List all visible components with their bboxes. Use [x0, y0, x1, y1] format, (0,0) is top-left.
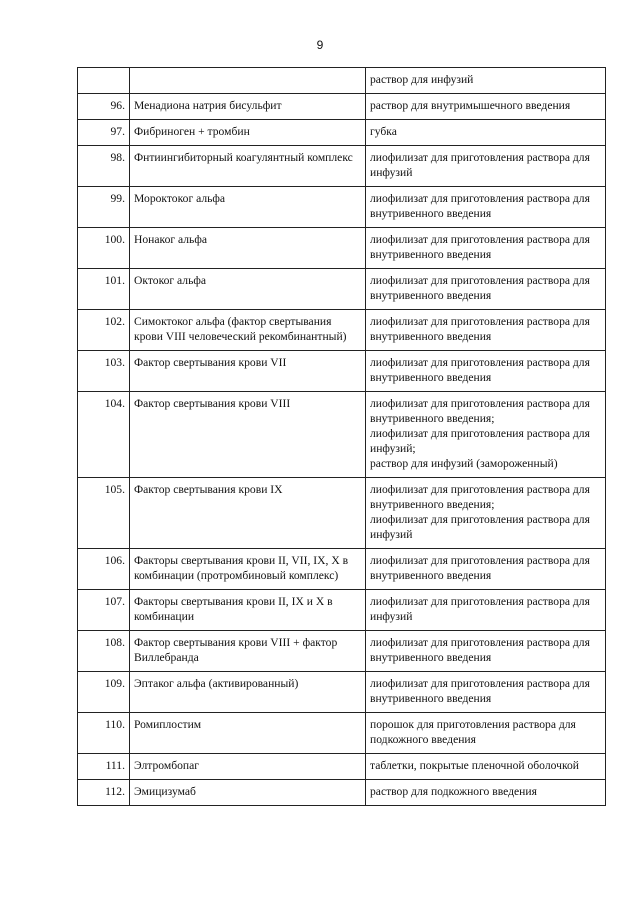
row-number: 106. — [78, 549, 130, 590]
drug-name — [130, 68, 366, 94]
table-row — [78, 631, 606, 672]
drug-name: Фнтиингибиторный коагулянтный комплекс — [130, 146, 366, 187]
row-number: 104. — [78, 392, 130, 478]
row-number: 102. — [78, 310, 130, 351]
row-number: 111. — [78, 754, 130, 780]
drug-name: Октоког альфа — [130, 269, 366, 310]
row-number: 100. — [78, 228, 130, 269]
row-number: 101. — [78, 269, 130, 310]
row-number: 96. — [78, 94, 130, 120]
drug-table — [77, 67, 606, 806]
row-number — [78, 68, 130, 94]
table-row — [78, 146, 606, 187]
drug-name: Эмицизумаб — [130, 780, 366, 806]
table-row — [78, 590, 606, 631]
dosage-form-cell — [366, 120, 606, 146]
dosage-form-cell — [366, 146, 606, 187]
drug-name: Менадиона натрия бисульфит — [130, 94, 366, 120]
dosage-form-cell — [366, 590, 606, 631]
table-row — [78, 187, 606, 228]
dosage-form-cell — [366, 549, 606, 590]
table-row — [78, 351, 606, 392]
table-row — [78, 754, 606, 780]
dosage-form: лиофилизат для приготовления раствора для инфузий — [370, 595, 590, 623]
dosage-form: раствор для инфузий (замороженный) — [370, 457, 558, 470]
row-number: 107. — [78, 590, 130, 631]
table-row — [78, 228, 606, 269]
drug-name: Мороктоког альфа — [130, 187, 366, 228]
dosage-form-cell — [366, 94, 606, 120]
dosage-form-cell — [366, 780, 606, 806]
table-row — [78, 672, 606, 713]
dosage-form: лиофилизат для приготовления раствора для внутривенного введения — [370, 554, 590, 582]
dosage-form: раствор для подкожного введения — [370, 785, 537, 798]
table-row — [78, 310, 606, 351]
dosage-form: лиофилизат для приготовления раствора для инфузий; — [370, 427, 590, 455]
table-row — [78, 94, 606, 120]
drug-name: Фактор свертывания крови VII — [130, 351, 366, 392]
table-row — [78, 780, 606, 806]
row-number: 109. — [78, 672, 130, 713]
dosage-form: лиофилизат для приготовления раствора для внутривенного введения; — [370, 397, 590, 425]
table-row — [78, 478, 606, 549]
dosage-form-cell — [366, 228, 606, 269]
drug-name: Фибриноген + тромбин — [130, 120, 366, 146]
dosage-form: лиофилизат для приготовления раствора для внутривенного введения — [370, 636, 590, 664]
drug-name: Фактор свертывания крови IX — [130, 478, 366, 549]
row-number: 98. — [78, 146, 130, 187]
dosage-form: губка — [370, 125, 397, 138]
dosage-form-cell — [366, 392, 606, 478]
dosage-form: раствор для внутримышечного введения — [370, 99, 571, 112]
dosage-form: лиофилизат для приготовления раствора для внутривенного введения — [370, 233, 590, 261]
page-number: 9 — [316, 38, 324, 52]
dosage-form: лиофилизат для приготовления раствора для внутривенного введения — [370, 274, 590, 302]
dosage-form-cell — [366, 351, 606, 392]
drug-name: Нонаког альфа — [130, 228, 366, 269]
row-number: 112. — [78, 780, 130, 806]
dosage-form-cell — [366, 269, 606, 310]
table-row — [78, 392, 606, 478]
dosage-form-cell — [366, 310, 606, 351]
table-row — [78, 269, 606, 310]
table-row — [78, 120, 606, 146]
dosage-form: лиофилизат для приготовления раствора для инфузий — [370, 513, 590, 541]
row-number: 97. — [78, 120, 130, 146]
drug-name: Фактор свертывания крови VIII — [130, 392, 366, 478]
dosage-form-cell — [366, 187, 606, 228]
drug-name: Факторы свертывания крови II, IX и X в комбинации — [130, 590, 366, 631]
table-row — [78, 549, 606, 590]
dosage-form: лиофилизат для приготовления раствора для внутривенного введения — [370, 356, 590, 384]
drug-name: Симоктоког альфа (фактор свертывания крови VIII человеческий рекомбинантный) — [130, 310, 366, 351]
drug-name: Фактор свертывания крови VIII + фактор Виллебранда — [130, 631, 366, 672]
row-number: 103. — [78, 351, 130, 392]
dosage-form-cell — [366, 754, 606, 780]
drug-name: Ромиплостим — [130, 713, 366, 754]
dosage-form-cell — [366, 713, 606, 754]
dosage-form: лиофилизат для приготовления раствора для внутривенного введения; — [370, 483, 590, 511]
dosage-form-cell — [366, 672, 606, 713]
row-number: 99. — [78, 187, 130, 228]
row-number: 105. — [78, 478, 130, 549]
dosage-form-cell — [366, 631, 606, 672]
dosage-form: лиофилизат для приготовления раствора для внутривенного введения — [370, 315, 590, 343]
drug-name: Эптаког альфа (активированный) — [130, 672, 366, 713]
drug-name: Факторы свертывания крови II, VII, IX, X в комбинации (протромбиновый комплекс) — [130, 549, 366, 590]
dosage-form: лиофилизат для приготовления раствора для инфузий — [370, 151, 590, 179]
dosage-form: раствор для инфузий — [370, 73, 474, 86]
dosage-form-cell — [366, 478, 606, 549]
table-row — [78, 68, 606, 94]
dosage-form: лиофилизат для приготовления раствора для внутривенного введения — [370, 677, 590, 705]
dosage-form: таблетки, покрытые пленочной оболочкой — [370, 759, 579, 772]
table-row — [78, 713, 606, 754]
dosage-form-cell — [366, 68, 606, 94]
row-number: 108. — [78, 631, 130, 672]
row-number: 110. — [78, 713, 130, 754]
dosage-form: лиофилизат для приготовления раствора для внутривенного введения — [370, 192, 590, 220]
drug-name: Элтромбопаг — [130, 754, 366, 780]
dosage-form: порошок для приготовления раствора для подкожного введения — [370, 718, 576, 746]
